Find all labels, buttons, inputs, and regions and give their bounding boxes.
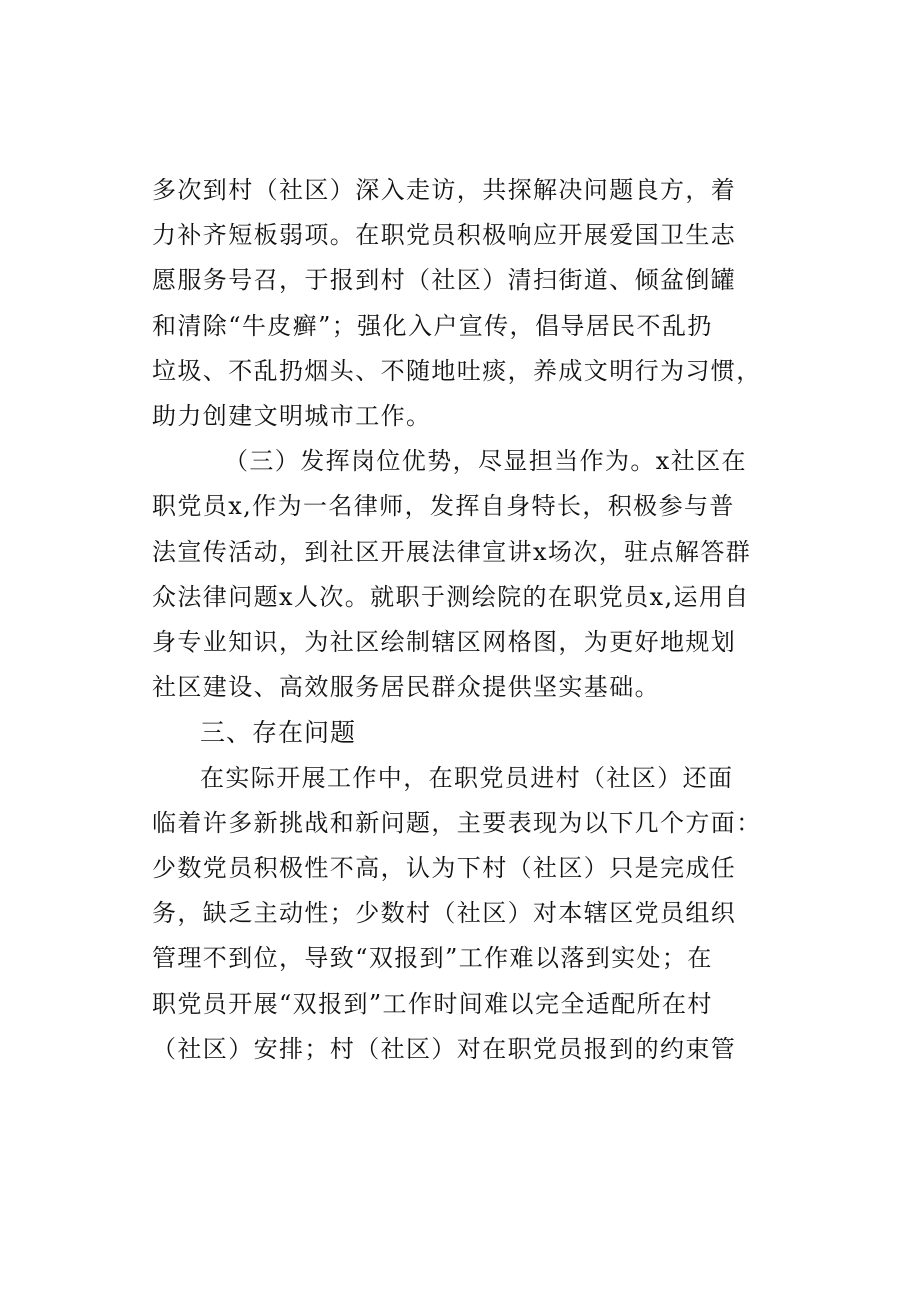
text-line: 和清除“牛皮癣”；强化入户宣传，倡导居民不乱扔 <box>152 311 713 340</box>
text-line: 助力创建文明城市工作。 <box>152 402 432 431</box>
text-line: 愿服务号召，于报到村（社区）清扫街道、倾盆倒罐 <box>152 266 737 295</box>
text-line: 临着许多新挑战和新问题，主要表现为以下几个方面： <box>152 808 762 837</box>
text-line: 法宣传活动，到社区开展法律宣讲x场次，驻点解答群 <box>152 537 752 566</box>
text-line: 众法律问题x人次。就职于测绘院的在职党员x,运用自 <box>152 582 750 611</box>
document-body <box>152 168 772 1072</box>
text-line: 职党员开展“双报到”工作时间难以完全适配所在村 <box>152 989 713 1018</box>
text-line: 力补齐短板弱项。在职党员积极响应开展爱国卫生志 <box>152 221 737 250</box>
text-line: （社区）安排；村（社区）对在职党员报到的约束管 <box>152 1034 737 1063</box>
text-line-indented: 在实际开展工作中，在职党员进村（社区）还面 <box>200 763 734 792</box>
text-line: 身专业知识，为社区绘制辖区网格图，为更好地规划 <box>152 628 737 657</box>
paragraph-three <box>152 439 772 710</box>
paragraph-continuation <box>152 168 772 439</box>
paragraph-problems <box>152 756 772 1072</box>
text-line: 职党员x,作为一名律师，发挥自身特长，积极参与普 <box>152 492 735 521</box>
text-line: 务，缺乏主动性；少数村（社区）对本辖区党员组织 <box>152 899 737 928</box>
text-line: 少数党员积极性不高，认为下村（社区）只是完成任 <box>152 854 737 883</box>
text-line: 社区建设、高效服务居民群众提供坚实基础。 <box>152 673 660 702</box>
section-heading: 三、存在问题 <box>200 718 357 748</box>
text-line: 多次到村（社区）深入走访，共探解决问题良方，着 <box>152 176 737 204</box>
text-line: 垃圾、不乱扔烟头、不随地吐痰，养成文明行为习惯， <box>152 356 762 385</box>
text-line: 管理不到位，导致“双报到”工作难以落到实处；在 <box>152 944 713 973</box>
text-line-indented: （三）发挥岗位优势，尽显担当作为。x社区在 <box>224 447 747 476</box>
